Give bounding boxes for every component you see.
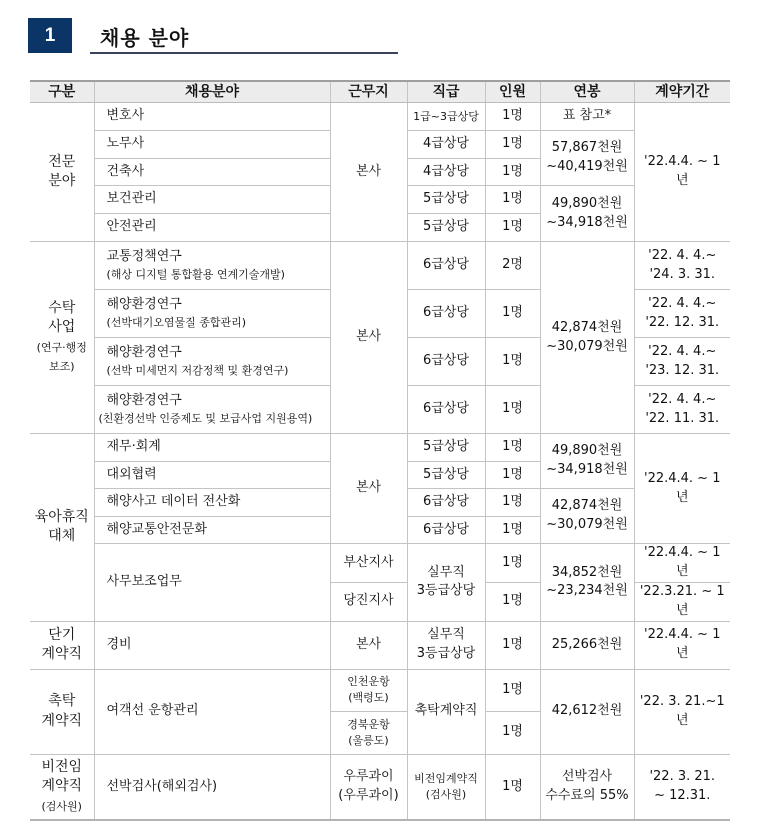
header-period: 계약기간 [634,81,730,103]
location-cell: 본사 [330,434,407,544]
table-row [30,544,730,583]
count-cell: 1명 [485,103,540,131]
table-row [30,434,730,462]
location-cell: 본사 [330,242,407,434]
field-cell: 해양사고 데이터 전산화 [94,489,330,517]
period-cell: '22. 4. 4.~ '22. 11. 31. [634,386,730,434]
period-cell: '22.3.21. ~ 1년 [634,582,730,621]
field-cell: 건축사 [94,159,330,186]
grade-cell: 촉탁계약직 [407,669,485,754]
count-cell: 2명 [485,242,540,290]
location-cell: 당진지사 [330,582,407,621]
category-cell: 수탁 사업 (연구·행정 보조) [30,242,94,434]
header-grade: 직급 [407,81,485,103]
grade-cell: 5급상당 [407,434,485,462]
grade-cell: 6급상당 [407,517,485,544]
period-cell: '22. 3. 21. ~ 12.31. [634,754,730,820]
salary-cell: 선박검사 수수료의 55% [540,754,634,820]
field-cell: 변호사 [94,103,330,131]
title-underline [90,52,398,54]
count-cell: 1명 [485,621,540,669]
header-field: 채용분야 [94,81,330,103]
grade-cell: 6급상당 [407,290,485,338]
field-cell: 사무보조업무 [94,544,330,621]
grade-cell: 6급상당 [407,242,485,290]
count-cell: 1명 [485,669,540,711]
header-category: 구분 [30,81,94,103]
field-cell: 해양환경연구 (친환경선박 인증제도 및 보급사업 지원용역) [94,386,330,434]
table-row [30,103,730,131]
category-cell: 단기 계약직 [30,621,94,669]
grade-cell: 4급상당 [407,159,485,186]
table-row [30,669,730,711]
field-cell: 여객선 운항관리 [94,669,330,754]
grade-cell: 1급~3급상당 [407,103,485,131]
count-cell: 1명 [485,517,540,544]
field-cell: 안전관리 [94,214,330,242]
table-row [30,754,730,820]
period-cell: '22. 4. 4.~ '22. 12. 31. [634,290,730,338]
category-cell: 촉탁 계약직 [30,669,94,754]
count-cell: 1명 [485,489,540,517]
grade-cell: 5급상당 [407,186,485,214]
category-cell: 육아휴직 대체 [30,434,94,621]
header-salary: 연봉 [540,81,634,103]
period-cell: '22. 3. 21.~1년 [634,669,730,754]
salary-cell: 34,852천원 ~23,234천원 [540,544,634,621]
period-cell: '22.4.4. ~ 1년 [634,103,730,242]
location-cell: 경북운항 (울릉도) [330,711,407,754]
recruitment-table [30,80,730,821]
period-cell: '22. 4. 4.~ '23. 12. 31. [634,338,730,386]
count-cell: 1명 [485,754,540,820]
count-cell: 1명 [485,711,540,754]
count-cell: 1명 [485,462,540,489]
period-cell: '22. 4. 4.~ '24. 3. 31. [634,242,730,290]
count-cell: 1명 [485,290,540,338]
field-cell: 해양환경연구 (선박 미세먼지 저감정책 및 환경연구) [94,338,330,386]
field-cell: 선박검사(해외검사) [94,754,330,820]
field-cell: 보건관리 [94,186,330,214]
section-number-badge: 1 [28,18,72,53]
grade-cell: 4급상당 [407,131,485,159]
period-cell: '22.4.4. ~ 1년 [634,621,730,669]
location-cell: 인천운항 (백령도) [330,669,407,711]
field-cell: 해양교통안전문화 [94,517,330,544]
field-cell: 경비 [94,621,330,669]
count-cell: 1명 [485,544,540,583]
grade-cell: 실무직 3등급상당 [407,544,485,621]
location-cell: 본사 [330,621,407,669]
grade-cell: 6급상당 [407,489,485,517]
count-cell: 1명 [485,386,540,434]
grade-cell: 5급상당 [407,462,485,489]
salary-cell: 42,874천원 ~30,079천원 [540,489,634,544]
period-cell: '22.4.4. ~ 1년 [634,544,730,583]
table-row [30,242,730,290]
salary-cell: 42,612천원 [540,669,634,754]
count-cell: 1명 [485,214,540,242]
count-cell: 1명 [485,582,540,621]
count-cell: 1명 [485,338,540,386]
header-count: 인원 [485,81,540,103]
salary-cell: 49,890천원 ~34,918천원 [540,186,634,242]
table-row [30,621,730,669]
section-title: 채용 분야 [100,26,190,50]
grade-cell: 6급상당 [407,338,485,386]
field-cell: 노무사 [94,131,330,159]
salary-cell: 49,890천원 ~34,918천원 [540,434,634,489]
grade-cell: 실무직 3등급상당 [407,621,485,669]
field-cell: 대외협력 [94,462,330,489]
grade-cell: 5급상당 [407,214,485,242]
grade-cell: 비전임계약직 (검사원) [407,754,485,820]
location-cell: 본사 [330,103,407,242]
period-cell: '22.4.4. ~ 1년 [634,434,730,544]
salary-cell: 42,874천원 ~30,079천원 [540,242,634,434]
grade-cell: 6급상당 [407,386,485,434]
field-cell: 교통정책연구 (해상 디지털 통합활용 연계기술개발) [94,242,330,290]
header-row [30,81,730,103]
category-cell: 전문 분야 [30,103,94,242]
category-cell: 비전임 계약직 (검사원) [30,754,94,820]
salary-cell: 57,867천원 ~40,419천원 [540,131,634,186]
count-cell: 1명 [485,159,540,186]
location-cell: 부산지사 [330,544,407,583]
field-cell: 재무·회계 [94,434,330,462]
location-cell: 우루과이 (우루과이) [330,754,407,820]
header-location: 근무지 [330,81,407,103]
count-cell: 1명 [485,186,540,214]
count-cell: 1명 [485,434,540,462]
salary-cell: 표 참고* [540,103,634,131]
field-cell: 해양환경연구 (선박대기오염물질 종합관리) [94,290,330,338]
count-cell: 1명 [485,131,540,159]
salary-cell: 25,266천원 [540,621,634,669]
